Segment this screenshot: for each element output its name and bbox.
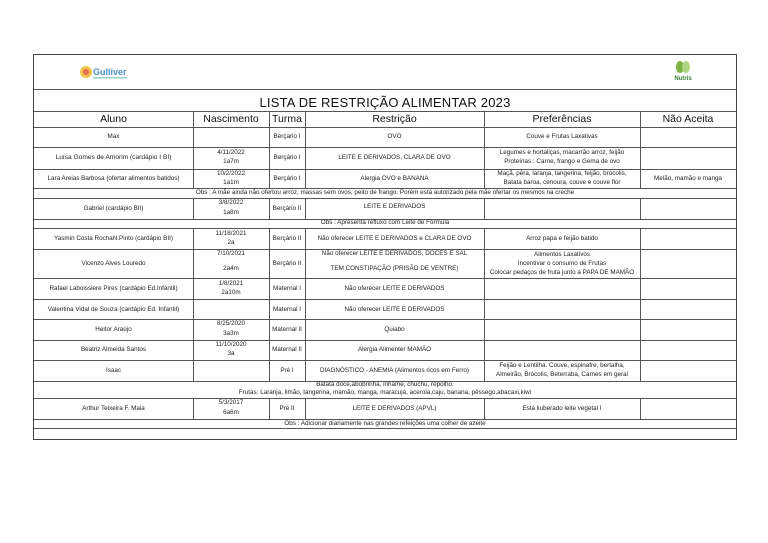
cell-aluno: Max xyxy=(107,133,120,140)
cell-nascimento-age: 1a1m xyxy=(223,179,239,186)
cell-nascimento-date: 1/8/2021 xyxy=(218,280,244,287)
cell-restricao: Não oferecer LEITE E DERIVADOS, DOCES E SAL xyxy=(321,250,468,257)
cell-aluno: Gabriel (cardápio BII) xyxy=(83,205,144,212)
gulliver-logo-text: Gulliver xyxy=(93,67,127,77)
row-divider xyxy=(34,278,736,279)
gulliver-logo xyxy=(78,62,130,82)
cell-preferencias: Colocar pedaços de fruta junto a PAPA DE MAMÃO xyxy=(489,269,635,276)
cell-nascimento-age: 3a xyxy=(227,350,235,357)
cell-preferencias: Incentivar o consumo de Frutas xyxy=(517,260,607,267)
header-preferencias: Preferências xyxy=(532,113,592,125)
row-divider xyxy=(34,127,736,128)
cell-turma: Berçário II xyxy=(272,205,302,212)
cell-restricao: Não oferecer LEITE E DERIVADOS e CLARA DE OVO xyxy=(317,235,472,242)
cell-nascimento-date: 11/18/2021 xyxy=(215,230,247,237)
cell-preferencias: Está liuberado leite vegetal I xyxy=(522,405,602,412)
cell-nascimento-date: 10/2/2022 xyxy=(216,170,245,177)
cell-restricao: TEM CONSTIPAÇÃO (PRISÃO DE VENTRE) xyxy=(330,265,459,272)
row-divider xyxy=(34,319,736,320)
cell-restricao: Não oferecer LEITE E DERIVADOS xyxy=(344,285,445,292)
cell-restricao: LEITE E DERIVADOS xyxy=(363,203,426,210)
cell-turma: Berçário II xyxy=(272,260,302,267)
cell-preferencias: Batata baroa, cenoura, couve e couve flor xyxy=(503,179,621,186)
cell-restricao: Alergia OVO e BANANA xyxy=(360,175,429,182)
cell-preferencias: Proteínas : Carne, frango e Gema de ovo xyxy=(504,158,620,165)
cell-nascimento-date: 7/10/2021 xyxy=(216,250,245,257)
cell-nascimento-age: 2a xyxy=(227,239,235,246)
cell-turma: Berçário I xyxy=(273,175,301,182)
cell-aluno: Beatriz Almeida Santos xyxy=(80,346,147,353)
cell-aluno: Heitor Araújo xyxy=(95,326,132,333)
cell-turma: Pré I xyxy=(280,367,294,374)
row-divider xyxy=(34,198,736,199)
cell-nascimento-age: 6a6m xyxy=(223,409,239,416)
col-divider xyxy=(269,228,270,381)
row-divider xyxy=(34,147,736,148)
row-divider xyxy=(34,111,736,112)
cell-restricao: OVO xyxy=(387,133,402,140)
cell-nascimento-age: 1a7m xyxy=(223,158,239,165)
header-restricao: Restrição xyxy=(372,113,417,125)
cell-nascimento-age: 3a3m xyxy=(223,330,239,337)
cell-nao-aceita: Melão, mamão e manga xyxy=(654,175,722,182)
cell-aluno: Valentina Vidal de Souza (cardápio Ed. Infantil) xyxy=(47,306,180,313)
row-divider xyxy=(34,428,736,429)
obs-note: Obs : A mãe ainda não ofertou arroz, massas sem ovos, peito de frango. Porém está autorizado pela mãe ofertar os mesmos na creche xyxy=(195,189,575,196)
cell-nascimento-date: 8/25/2020 xyxy=(216,320,245,327)
obs-note: Obs : Apresenta refluxo com Leite de Fórmula xyxy=(320,219,450,226)
cell-turma: Maternal II xyxy=(272,326,302,333)
cell-nascimento-date: 5/3/2017 xyxy=(218,399,244,406)
row-divider xyxy=(34,340,736,341)
cell-aluno: Vicenzo Alves Louredo xyxy=(81,260,146,267)
cell-preferencias: Almeirão, Brócolis, Beterraba, Carnes em geral xyxy=(496,371,628,378)
header-nao-aceita: Não Aceita xyxy=(662,113,714,125)
cell-aluno: Lara Areias Barbosa (ofertar alimentos batidos) xyxy=(47,175,180,182)
col-divider xyxy=(640,398,641,419)
cell-turma: Berçário II xyxy=(272,235,302,242)
cell-nascimento-date: 4/11/2022 xyxy=(217,149,245,156)
col-divider xyxy=(640,228,641,381)
cell-turma: Pré II xyxy=(279,405,295,412)
row-divider xyxy=(34,228,736,229)
cell-turma: Maternal I xyxy=(273,285,301,292)
cell-aluno: Rafael Laboissiere Pires (cardápio Ed.Infantil) xyxy=(49,285,178,292)
cell-restricao: LEITE E DERIVADOS, CLARA DE OVO xyxy=(338,154,451,161)
obs-note: Frutas: Laranja, limão, tangerina, mamão, manga, maracujá, acerola,caju, banana, pêssego,abacaxi,kiwi xyxy=(238,389,532,396)
col-divider xyxy=(484,198,485,219)
cell-nascimento-date: 3/8/2022 xyxy=(218,199,244,206)
cell-nascimento-age: 2a4m xyxy=(223,265,239,272)
cell-turma: Maternal I xyxy=(273,306,301,313)
cell-turma: Maternal II xyxy=(272,346,302,353)
cell-nascimento-age: 1a8m xyxy=(223,209,239,216)
cell-restricao: Alergia Alimenter MAMÃO xyxy=(357,346,432,353)
col-divider xyxy=(640,198,641,219)
cell-nascimento-date: 11/10/2020 xyxy=(215,341,247,348)
header-aluno: Aluno xyxy=(100,113,127,125)
cell-preferencias: Alimentos Laxativos xyxy=(534,251,590,258)
nutris-logo xyxy=(670,58,696,86)
cell-restricao: LEITE E DERIVADOS (APVL) xyxy=(352,405,437,412)
cell-preferencias: Maçã, pêra, laranja, tangerina, feijão, brócolis, xyxy=(497,170,627,177)
cell-turma: Berçário I xyxy=(273,154,301,161)
header-nascimento: Nascimento xyxy=(203,113,259,125)
cell-aluno: Luísa Gomes de Amorim (cardápio I BI) xyxy=(55,154,172,161)
row-divider xyxy=(34,398,736,399)
cell-preferencias: Couve e Frutas Laxativas xyxy=(526,133,598,140)
cell-aluno: Yasmin Costa RochaN.Pinto (cardápio BII) xyxy=(54,235,173,242)
cell-nascimento-age: 2a10m xyxy=(221,289,241,296)
cell-turma: Berçario I xyxy=(273,133,301,140)
cell-preferencias: Arroz papa e feijão batido xyxy=(526,235,598,242)
cell-restricao: Não oferecer LEITE E DERIVADOS xyxy=(344,306,445,313)
row-divider xyxy=(34,360,736,361)
cell-preferencias: Feijão e Lentilha. Couve, espinafre, bertalha, xyxy=(499,362,625,369)
header-turma: Turma xyxy=(272,113,302,125)
page-title: LISTA DE RESTRIÇÃO ALIMENTAR 2023 xyxy=(259,95,511,110)
cell-preferencias: Legumes e hortaliças, macarrão arroz, feijão xyxy=(499,149,625,156)
obs-note: Batata doce,abobrinha, inhame, chuchu, repolho. xyxy=(316,381,454,388)
row-divider xyxy=(34,89,736,90)
cell-restricao: Quiabo xyxy=(384,326,405,333)
row-divider xyxy=(34,299,736,300)
nutris-logo-text: Nutris xyxy=(674,76,692,82)
obs-note: Obs : Adicionar diariamente nas grandes refeições uma colher de azeite xyxy=(284,420,486,427)
cell-aluno: Isaac xyxy=(105,367,122,374)
cell-aluno: Arthur Teixeira F. Maia xyxy=(82,405,145,412)
cell-restricao: DIAGNÓSTICO - ANEMIA (Alimentos ricos em Ferro) xyxy=(319,367,470,374)
